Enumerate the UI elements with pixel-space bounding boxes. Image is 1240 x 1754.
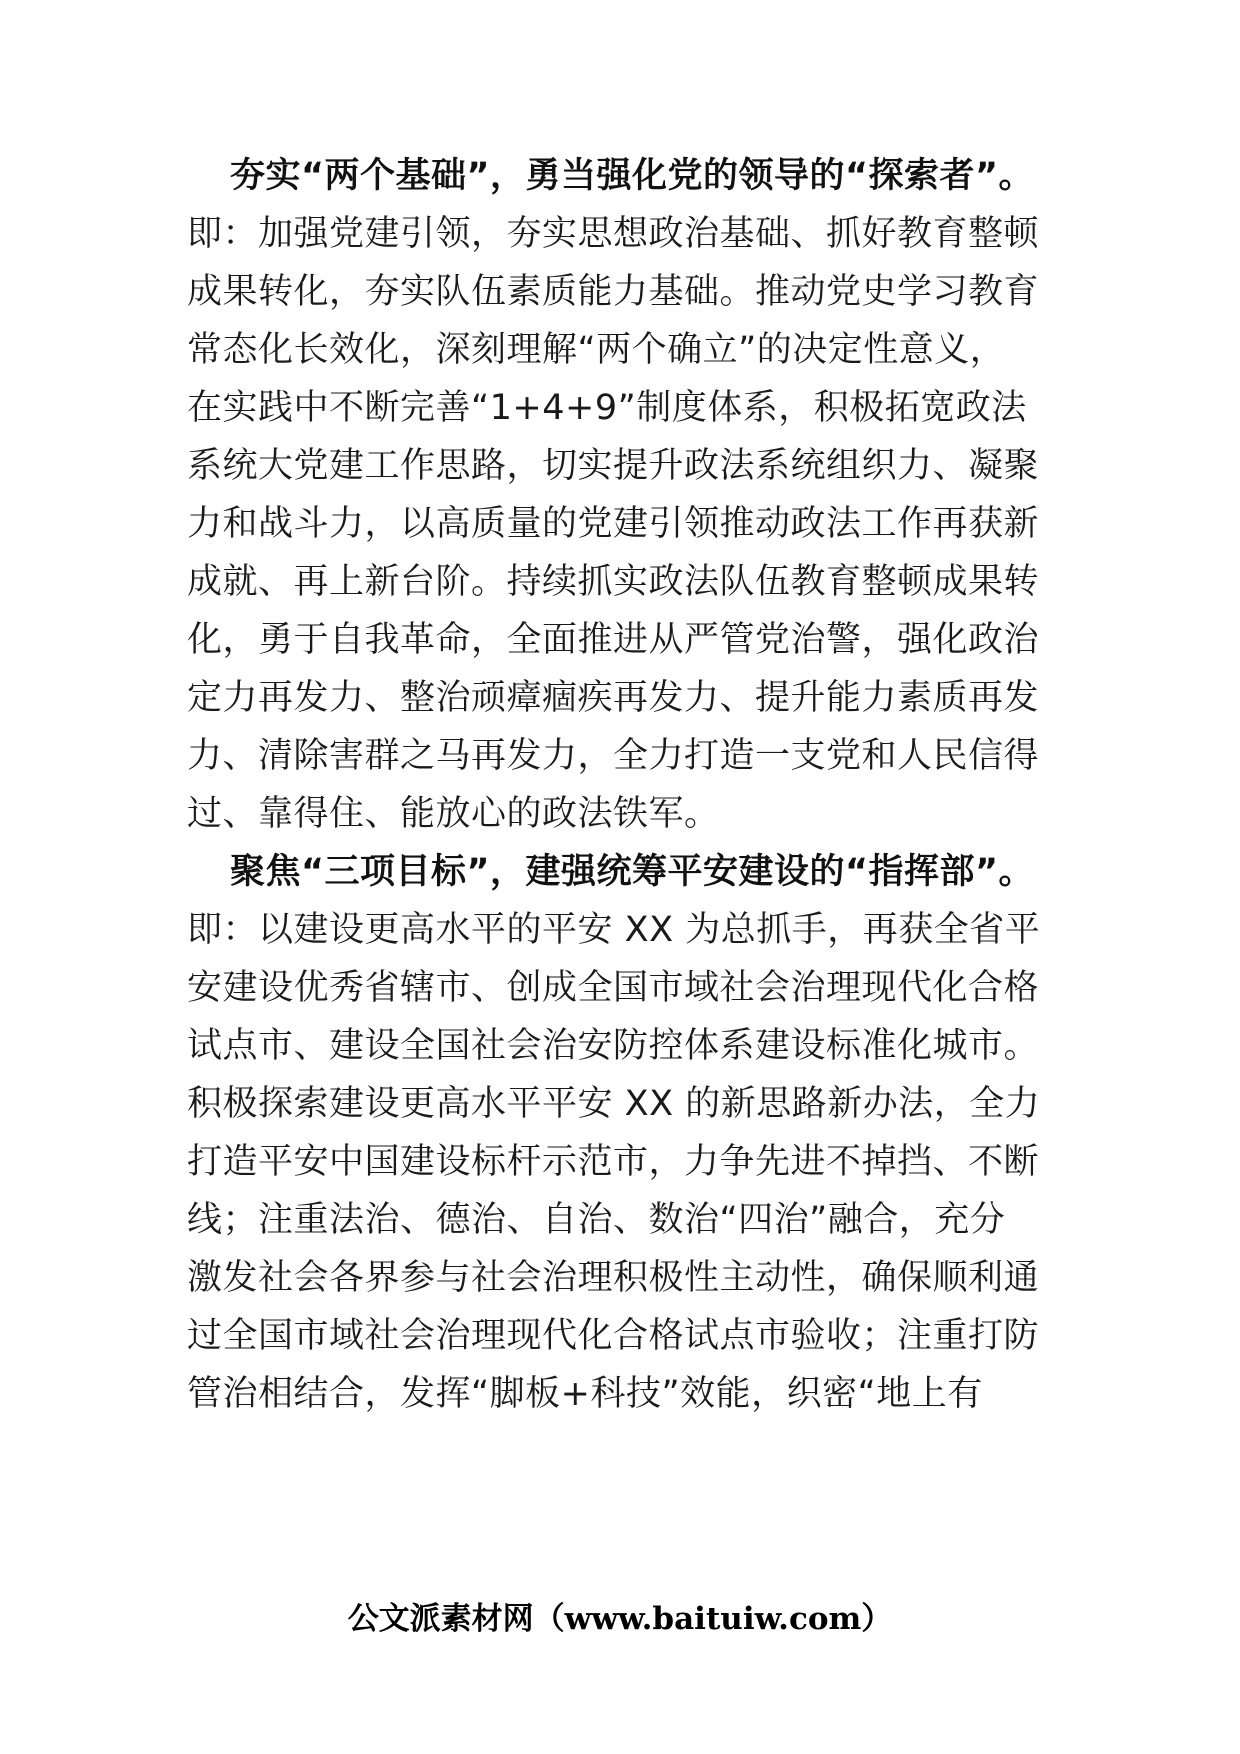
paragraph-line: 过全国市域社会治理现代化合格试点市验收；注重打防 xyxy=(187,1316,1040,1356)
paragraph-line: 即：加强党建引领，夯实思想政治基础、抓好教育整顿 xyxy=(187,214,1040,254)
paragraph-line: 成就、再上新台阶。持续抓实政法队伍教育整顿成果转 xyxy=(187,562,1040,602)
footer-source-text: 公文派素材网（www.baituiw.com） xyxy=(347,1601,893,1637)
section-heading: 夯实“两个基础”，勇当强化党的领导的“探索者”。 xyxy=(230,156,1035,196)
paragraph-line: 试点市、建设全国社会治安防控体系建设标准化城市。 xyxy=(187,1026,1040,1066)
paragraph-line: 即：以建设更高水平的平安 XX 为总抓手，再获全省平 xyxy=(187,910,1041,950)
paragraph-line: 定力再发力、整治顽瘴痼疾再发力、提升能力素质再发 xyxy=(187,678,1040,718)
section-heading: 聚焦“三项目标”，建强统筹平安建设的“指挥部”。 xyxy=(230,852,1035,892)
paragraph-line: 管治相结合，发挥“脚板+科技”效能，织密“地上有 xyxy=(187,1374,983,1414)
paragraph-line: 系统大党建工作思路，切实提升政法系统组织力、凝聚 xyxy=(187,446,1040,486)
paragraph-line: 力、清除害群之马再发力，全力打造一支党和人民信得 xyxy=(187,736,1040,776)
paragraph-line: 积极探索建设更高水平平安 XX 的新思路新办法，全力 xyxy=(187,1084,1041,1124)
paragraph-line: 成果转化，夯实队伍素质能力基础。推动党史学习教育 xyxy=(187,272,1040,312)
paragraph-line: 安建设优秀省辖市、创成全国市域社会治理现代化合格 xyxy=(187,968,1040,1008)
paragraph-line: 打造平安中国建设标杆示范市，力争先进不掉挡、不断 xyxy=(187,1142,1040,1182)
paragraph-line: 线；注重法治、德治、自治、数治“四治”融合，充分 xyxy=(187,1200,1006,1240)
paragraph-line: 激发社会各界参与社会治理积极性主动性，确保顺利通 xyxy=(187,1258,1040,1298)
paragraph-line: 常态化长效化，深刻理解“两个确立”的决定性意义， xyxy=(187,330,1006,370)
paragraph-line: 在实践中不断完善“1+4+9”制度体系，积极拓宽政法 xyxy=(187,388,1027,428)
paragraph-line: 化，勇于自我革命，全面推进从严管党治警，强化政治 xyxy=(187,620,1040,660)
paragraph-line: 过、靠得住、能放心的政法铁军。 xyxy=(187,794,720,834)
paragraph-line: 力和战斗力，以高质量的党建引领推动政法工作再获新 xyxy=(187,504,1040,544)
